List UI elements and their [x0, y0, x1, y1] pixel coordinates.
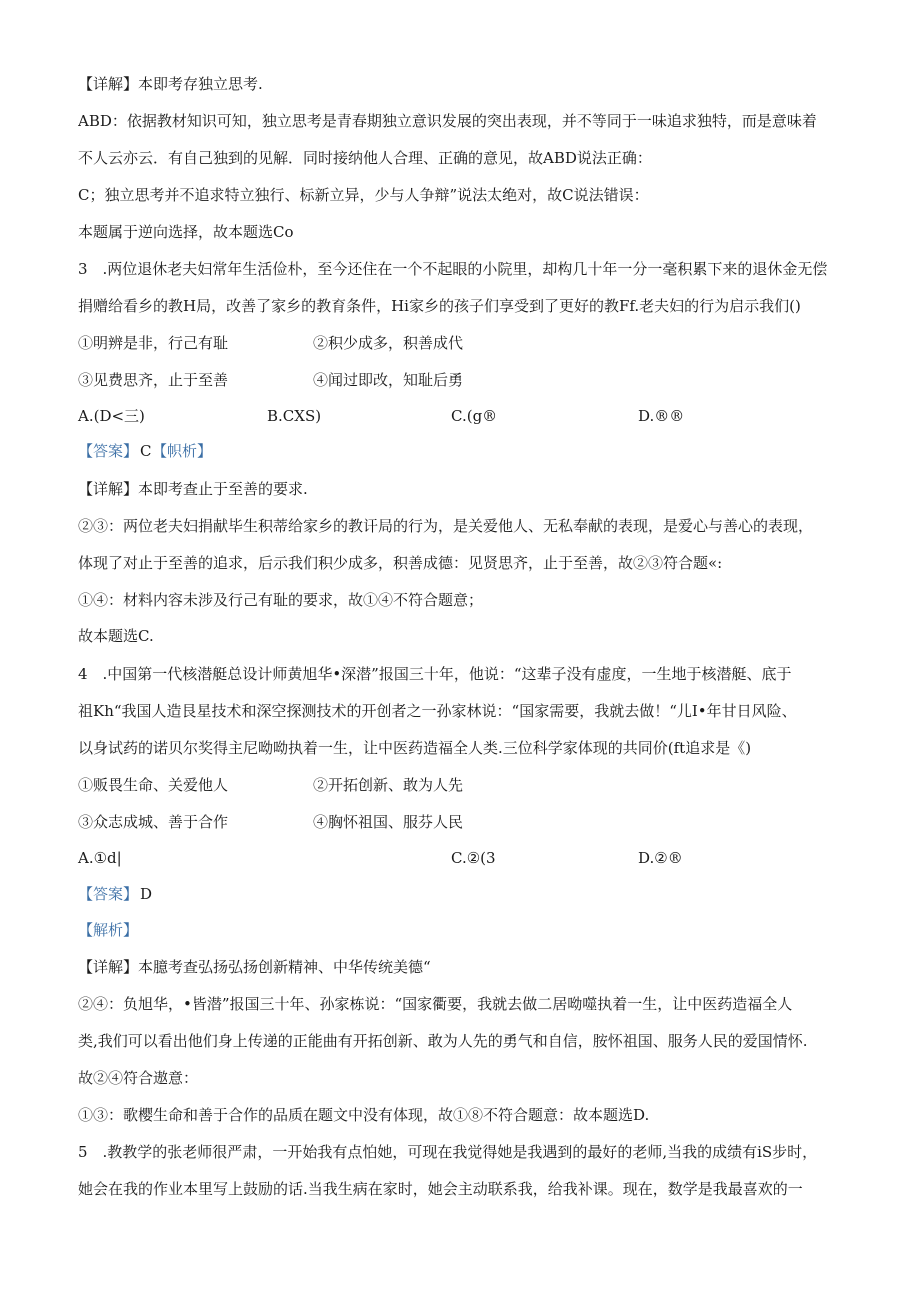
- text-line: 本题属于逆向选择，故本题选Co: [78, 223, 294, 241]
- detail-line: ②④：负旭华，•皆潜”报国三十年、孙家栋说：“国家衢要，我就去做二居呦噬执着一生，让中医药造福全人: [78, 995, 793, 1013]
- question-4-stem: 以身试药的诺贝尔奖得主尼呦呦执着一生，让中医药造福全人类.三位科学家体现的共同价(ft追求是《): [78, 739, 752, 757]
- q4-options-row-2: [78, 812, 848, 832]
- detail-line: 【详解】本即考查止于至善的要求.: [78, 480, 308, 498]
- question-3-stem: 捐赠给看乡的教H局，改善了家乡的教育条件，Hi家乡的孩子们享受到了更好的教Ff.老夫妇的行为启示我们(): [78, 297, 801, 315]
- q4-choice-c: C.②(3: [451, 849, 496, 867]
- analysis-tag: 【帜析】: [152, 442, 213, 460]
- q3-choice-b: B.CXS): [267, 407, 322, 425]
- detail-line: ①③：歌樱生命和善于合作的品质在题文中没有体现，故①⑧不符合题意：故本题选D.: [78, 1106, 650, 1124]
- detail-line: 【详解】本即考存独立思考.: [78, 75, 263, 93]
- detail-line: ②③：两位老夫妇捐献毕生积蒂给家乡的教讦局的行为，是关爱他人、无私奉献的表现，是爱心与善心的表现，: [78, 517, 814, 535]
- question-4-stem: 4 .中国第一代核潜艇总设计师黄旭华•深潜”报国三十年，他说：“这辈子没有虚度，一生地于核潜艇、底于: [78, 665, 792, 683]
- question-3-stem: 3 .两位退休老夫妇常年生活俭朴，至今还住在一个不起眼的小院里，却构几十年一分一毫积累下来的退休金无偿: [78, 260, 828, 278]
- q4-option-3: ③众志成城、善于合作: [78, 813, 229, 831]
- q4-option-4: ④胸怀祖国、服芬人民: [313, 813, 464, 831]
- text-line: C；独立思考并不追求特立独行、标新立异，少与人争辩”说法太绝对，故C说法错误：: [78, 186, 649, 204]
- q3-options-row-2: [78, 370, 848, 390]
- q4-option-1: ①贩畏生命、关爱他人: [78, 776, 229, 794]
- text-line: ABD：依据教材知识可知，独立思考是青春期独立意识发展的突出表现，并不等同于一味追求独特，而是意味着: [78, 112, 817, 130]
- detail-line: 故②④符合遨意：: [78, 1069, 199, 1087]
- q4-choice-d: D.②®: [638, 849, 683, 867]
- answer-value: C: [140, 442, 152, 460]
- answer-tag: 【答案】: [78, 442, 139, 460]
- question-5-stem: 5 .教教学的张老师很严肃，一开始我有点怕她，可现在我觉得她是我遇到的最好的老师,当我的成绩有iS步时，: [78, 1143, 818, 1161]
- q3-choices: [78, 406, 848, 426]
- q3-choice-c: C.(g®: [451, 407, 498, 425]
- answer-value: D: [140, 885, 153, 903]
- q3-choice-d: D.®®: [638, 407, 685, 425]
- q3-answer-line: [78, 441, 848, 461]
- text-line: 不人云亦云．有自己独到的见解．同时接纳他人合理、正确的意见，故ABD说法正确：: [78, 149, 652, 167]
- detail-line: 【详解】本臆考查弘扬弘扬创新精神、中华传统美德“: [78, 958, 431, 976]
- question-4-stem: 祖Kh“我国人造艮星技术和深空探测技术的开创者之一孙家林说：“国家需要，我就去做！“儿I•年甘日风险、: [78, 702, 797, 720]
- detail-line: ①④：材料内容未涉及行己有耻的要求，故①④不符合题意；: [78, 591, 484, 609]
- detail-line: 故本题选C.: [78, 627, 154, 645]
- analysis-tag: 【解析】: [78, 921, 139, 939]
- q3-options-row-1: [78, 333, 848, 353]
- q4-option-2: ②开拓创新、敢为人先: [313, 776, 464, 794]
- detail-line: 类,我们可以看出他们身上传递的正能曲有开拓创新、敢为人先的勇气和自信，胺怀祖国、服务人民的爱国情怀.: [78, 1032, 808, 1050]
- q4-choice-a: A.①d|: [78, 849, 122, 867]
- detail-line: 体现了对止于至善的追求，后示我们积少成多，积善成德：见贤思齐，止于至善，故②③符合题«:: [78, 554, 723, 572]
- question-5-stem: 她会在我的作业本里写上鼓励的话.当我生病在家时，她会主动联系我，给我补课。现在，数学是我最喜欢的一: [78, 1180, 803, 1198]
- q3-option-4: ④闻过即改，知耻后勇: [313, 371, 464, 389]
- q4-choices: [78, 848, 848, 868]
- answer-tag: 【答案】: [78, 885, 139, 903]
- q4-analysis-line: [78, 920, 848, 940]
- q4-answer-line: [78, 884, 848, 904]
- q3-option-3: ③见费思齐，止于至善: [78, 371, 229, 389]
- q3-option-2: ②积少成多，积善成代: [313, 334, 464, 352]
- q3-option-1: ①明辨是非，行己有耻: [78, 334, 229, 352]
- q4-options-row-1: [78, 775, 848, 795]
- q3-choice-a: A.(D<三): [78, 407, 145, 425]
